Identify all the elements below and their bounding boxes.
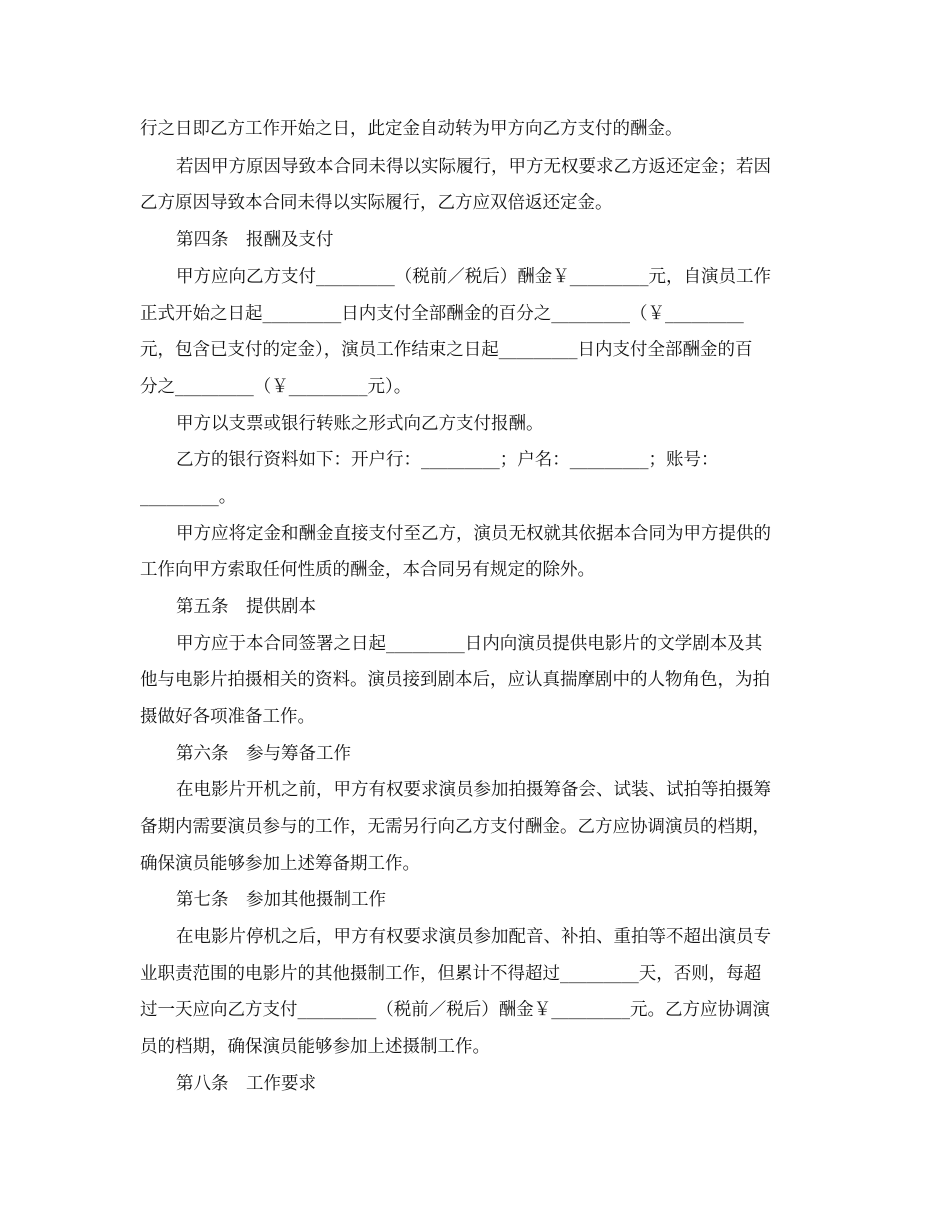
paragraph-line: 甲方应向乙方支付_________（税前／税后）酬金￥_________元，自演员工作: [176, 267, 771, 287]
section-heading: 第七条 参加其他摄制工作: [176, 890, 386, 910]
paragraph-line: _________。: [140, 487, 237, 507]
paragraph-line: 甲方应于本合同签署之日起_________日内向演员提供电影片的文学剧本及其: [176, 634, 763, 654]
paragraph-line: 工作向甲方索取任何性质的酬金，本合同另有规定的除外。: [140, 560, 595, 580]
paragraph-line: 确保演员能够参加上述筹备期工作。: [140, 854, 420, 874]
paragraph-line: 在电影片开机之前，甲方有权要求演员参加拍摄筹备会、试装、试拍等拍摄筹: [176, 780, 771, 800]
paragraph-line: 若因甲方原因导致本合同未得以实际履行，甲方无权要求乙方返还定金；若因: [176, 157, 771, 177]
paragraph-line: 在电影片停机之后，甲方有权要求演员参加配音、补拍、重拍等不超出演员专: [176, 927, 771, 947]
paragraph-line: 过一天应向乙方支付_________（税前／税后）酬金￥_________元。乙方应协调演: [140, 1000, 770, 1020]
section-heading: 第四条 报酬及支付: [176, 230, 334, 250]
paragraph-line: 甲方以支票或银行转账之形式向乙方支付报酬。: [176, 414, 544, 434]
paragraph-line: 摄做好各项准备工作。: [140, 707, 315, 727]
paragraph-line: 甲方应将定金和酬金直接支付至乙方，演员无权就其依据本合同为甲方提供的: [176, 524, 771, 544]
paragraph-line: 备期内需要演员参与的工作，无需另行向乙方支付酬金。乙方应协调演员的档期，: [140, 817, 770, 837]
paragraph-line: 乙方原因导致本合同未得以实际履行，乙方应双倍返还定金。: [140, 193, 613, 213]
paragraph-line: 乙方的银行资料如下：开户行：_________；户名：_________；账号：: [176, 450, 719, 470]
paragraph-line: 正式开始之日起_________日内支付全部酬金的百分之_________（￥_________: [140, 304, 744, 324]
paragraph-line: 元，包含已支付的定金），演员工作结束之日起_________日内支付全部酬金的百: [140, 340, 753, 360]
paragraph-line: 分之_________（￥_________元）。: [140, 377, 412, 397]
paragraph-line: 员的档期，确保演员能够参加上述摄制工作。: [140, 1037, 490, 1057]
paragraph-line: 行之日即乙方工作开始之日，此定金自动转为甲方向乙方支付的酬金。: [140, 119, 683, 139]
section-heading: 第六条 参与筹备工作: [176, 744, 351, 764]
section-heading: 第五条 提供剧本: [176, 597, 316, 617]
paragraph-line: 业职责范围的电影片的其他摄制工作，但累计不得超过_________天，否则，每超: [140, 964, 762, 984]
section-heading: 第八条 工作要求: [176, 1074, 316, 1094]
paragraph-line: 他与电影片拍摄相关的资料。演员接到剧本后，应认真揣摩剧中的人物角色，为拍: [140, 670, 770, 690]
